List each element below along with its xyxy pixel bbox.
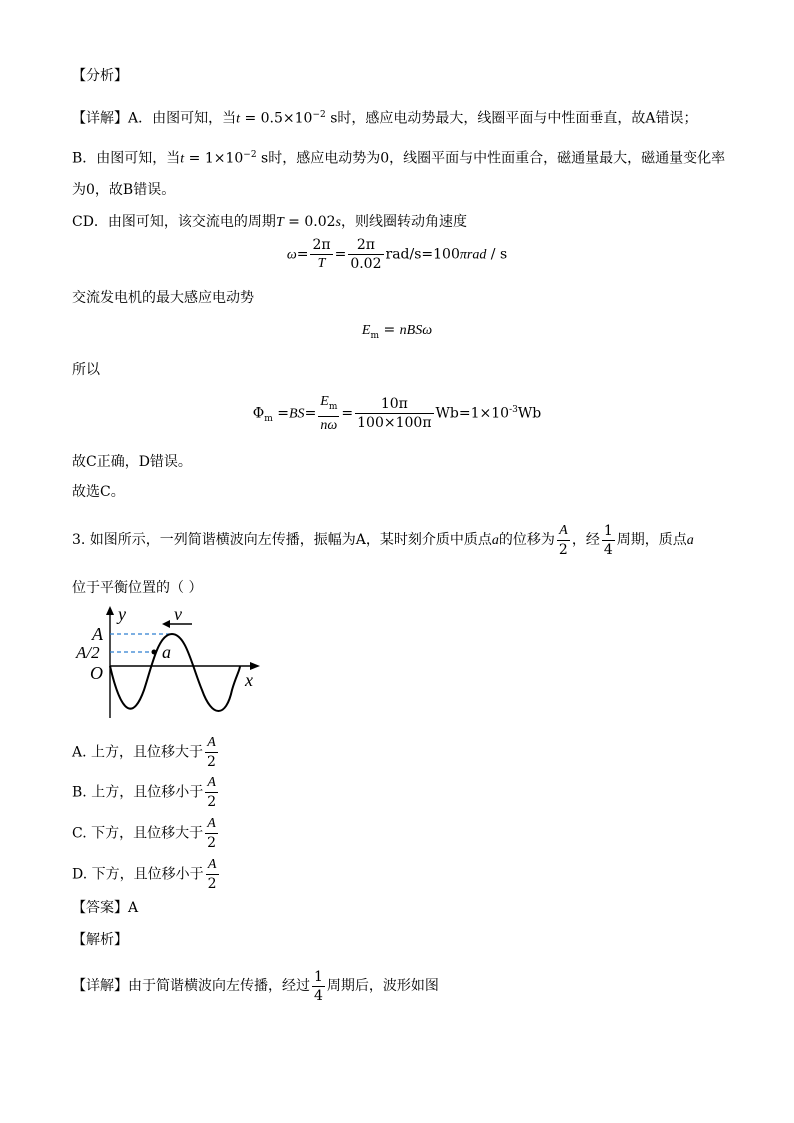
numerator: 10π bbox=[355, 395, 433, 414]
option-label: D. 下方，且位移小于 bbox=[72, 866, 204, 883]
denominator: nω bbox=[320, 417, 338, 433]
x-label: x bbox=[245, 670, 253, 690]
equals-sign: = bbox=[334, 246, 347, 263]
velocity-label: v bbox=[174, 604, 182, 624]
period-unit: s bbox=[335, 215, 341, 230]
option-d[interactable] bbox=[72, 856, 221, 893]
option-label: B. 上方，且位移小于 bbox=[72, 784, 204, 801]
omega-unit: πrad bbox=[459, 247, 487, 263]
question-3-stem bbox=[72, 520, 694, 561]
amplitude-label: A bbox=[92, 624, 103, 644]
numerator: E bbox=[320, 394, 329, 409]
point-a: a bbox=[491, 533, 499, 548]
t-exponent: −2 bbox=[243, 150, 257, 160]
emf-symbol: E bbox=[361, 323, 371, 338]
denominator: 2 bbox=[207, 835, 217, 851]
detail-b-conclusion: s时，感应电动势为0，线圈平面与中性面重合，磁通量最大，磁通量变化率 bbox=[256, 150, 726, 167]
option-label: A. 上方，且位移大于 bbox=[72, 744, 204, 761]
detail-a-conclusion: s时，感应电动势最大，线圈平面与中性面垂直，故A错误； bbox=[325, 110, 698, 127]
choose-c-text: 故选C。 bbox=[72, 484, 125, 500]
equals-sign: = bbox=[341, 405, 354, 422]
detail-text: 周期后，波形如图 bbox=[326, 978, 439, 994]
denominator: T bbox=[317, 256, 326, 271]
numerator: A bbox=[205, 734, 218, 753]
detail-cd-conclusion: ，则线圈转动角速度 bbox=[341, 214, 467, 230]
t-var: t bbox=[236, 111, 241, 127]
equals-sign: = bbox=[379, 322, 400, 338]
numerator: 1 bbox=[603, 522, 613, 539]
t-value: = 0.5×10 bbox=[240, 110, 313, 127]
wave-figure bbox=[74, 600, 274, 724]
detail-b-text: B．由图可知，当 bbox=[72, 150, 181, 167]
detail-b-line2: 为0，故B错误。 bbox=[72, 182, 176, 198]
fraction bbox=[602, 522, 615, 559]
denominator: 4 bbox=[314, 987, 323, 1004]
option-a[interactable] bbox=[72, 734, 220, 771]
velocity-arrow-head bbox=[162, 620, 170, 628]
flux-exponent: -3 bbox=[509, 404, 518, 415]
c-correct-text: 故C正确，D错误。 bbox=[72, 454, 192, 470]
detail-a-text: 【详解】A．由图可知，当 bbox=[72, 110, 237, 127]
analysis-heading-2: 【解析】 bbox=[72, 932, 128, 948]
denominator: 2 bbox=[207, 876, 217, 892]
fraction bbox=[348, 236, 383, 273]
fraction bbox=[205, 734, 218, 771]
denominator: 2 bbox=[207, 794, 217, 810]
denominator: 2 bbox=[558, 541, 568, 558]
omega-value: rad/s=100 bbox=[385, 246, 460, 263]
wave-curve bbox=[110, 634, 240, 711]
emf-equation bbox=[0, 322, 794, 341]
question-text: 周期，质点 bbox=[616, 532, 687, 548]
bs-term: BS bbox=[289, 406, 305, 422]
option-b[interactable] bbox=[72, 774, 220, 811]
flux-subscript: m bbox=[264, 414, 273, 425]
option-c[interactable] bbox=[72, 815, 220, 852]
analysis-heading: 【分析】 bbox=[72, 68, 128, 84]
emf-intro: 交流发电机的最大感应电动势 bbox=[72, 290, 254, 306]
fraction bbox=[205, 774, 218, 811]
question-text: 的位移为 bbox=[498, 532, 555, 548]
period-value: = 0.02 bbox=[283, 214, 336, 230]
denominator: 2 bbox=[207, 754, 216, 770]
fraction bbox=[318, 392, 339, 435]
numerator: A bbox=[206, 856, 219, 875]
omega-equation bbox=[0, 236, 794, 273]
half-amplitude-label: A/2 bbox=[76, 643, 100, 662]
emf-subscript: m bbox=[370, 330, 380, 341]
option-label: C. 下方，且位移大于 bbox=[72, 825, 204, 842]
emf-rhs: nBSω bbox=[399, 323, 433, 338]
flux-symbol: Φ bbox=[252, 405, 265, 422]
fraction bbox=[557, 522, 570, 559]
point-a-dot bbox=[152, 650, 157, 655]
numerator: A bbox=[557, 522, 570, 541]
numerator-subscript: m bbox=[328, 401, 338, 412]
flux-equation bbox=[0, 392, 794, 435]
denominator: 0.02 bbox=[350, 256, 382, 272]
flux-unit: Wb bbox=[517, 405, 542, 422]
fraction bbox=[310, 236, 332, 273]
therefore-text: 所以 bbox=[72, 362, 100, 378]
omega-unit-end: / s bbox=[486, 246, 508, 263]
omega-symbol: ω bbox=[286, 247, 297, 263]
detail-b-paragraph bbox=[72, 145, 725, 170]
t-value: = 1×10 bbox=[184, 150, 244, 167]
question-text: 3. 如图所示，一列简谐横波向左传播，振幅为A，某时刻介质中质点 bbox=[72, 532, 492, 548]
numerator: 2π bbox=[312, 237, 331, 253]
point-a: a bbox=[686, 533, 694, 548]
denominator: 100×100π bbox=[357, 414, 432, 431]
t-var: t bbox=[180, 151, 185, 167]
question-3-line2: 位于平衡位置的（ ） bbox=[72, 580, 203, 596]
origin-label: O bbox=[90, 663, 103, 683]
question-text: ，经 bbox=[571, 532, 600, 548]
y-axis-arrow bbox=[106, 606, 114, 615]
numerator: A bbox=[205, 774, 218, 793]
numerator: A bbox=[205, 815, 218, 834]
equals-sign: = bbox=[296, 246, 309, 263]
numerator: 1 bbox=[314, 968, 323, 985]
x-axis-arrow bbox=[250, 662, 260, 670]
detail-a-paragraph bbox=[72, 105, 698, 130]
fraction bbox=[355, 395, 433, 432]
numerator: 2π bbox=[348, 236, 383, 255]
t-exponent: −2 bbox=[312, 110, 326, 120]
denominator: 4 bbox=[603, 541, 613, 558]
equals-sign: = bbox=[304, 405, 317, 422]
fraction bbox=[206, 856, 219, 893]
detail-final bbox=[72, 966, 439, 1006]
equals-sign: = bbox=[272, 405, 289, 422]
detail-cd-text: CD．由图可知，该交流电的周期 bbox=[72, 214, 276, 230]
answer-line: 【答案】A bbox=[72, 900, 139, 916]
point-a-label: a bbox=[162, 642, 171, 662]
detail-text: 【详解】由于简谐横波向左传播，经过 bbox=[72, 978, 310, 994]
flux-value: Wb=1×10 bbox=[435, 405, 510, 422]
period-var: T bbox=[275, 215, 284, 230]
detail-cd-paragraph bbox=[72, 212, 467, 233]
fraction bbox=[205, 815, 218, 852]
fraction bbox=[312, 968, 325, 1005]
y-label: y bbox=[118, 604, 126, 624]
